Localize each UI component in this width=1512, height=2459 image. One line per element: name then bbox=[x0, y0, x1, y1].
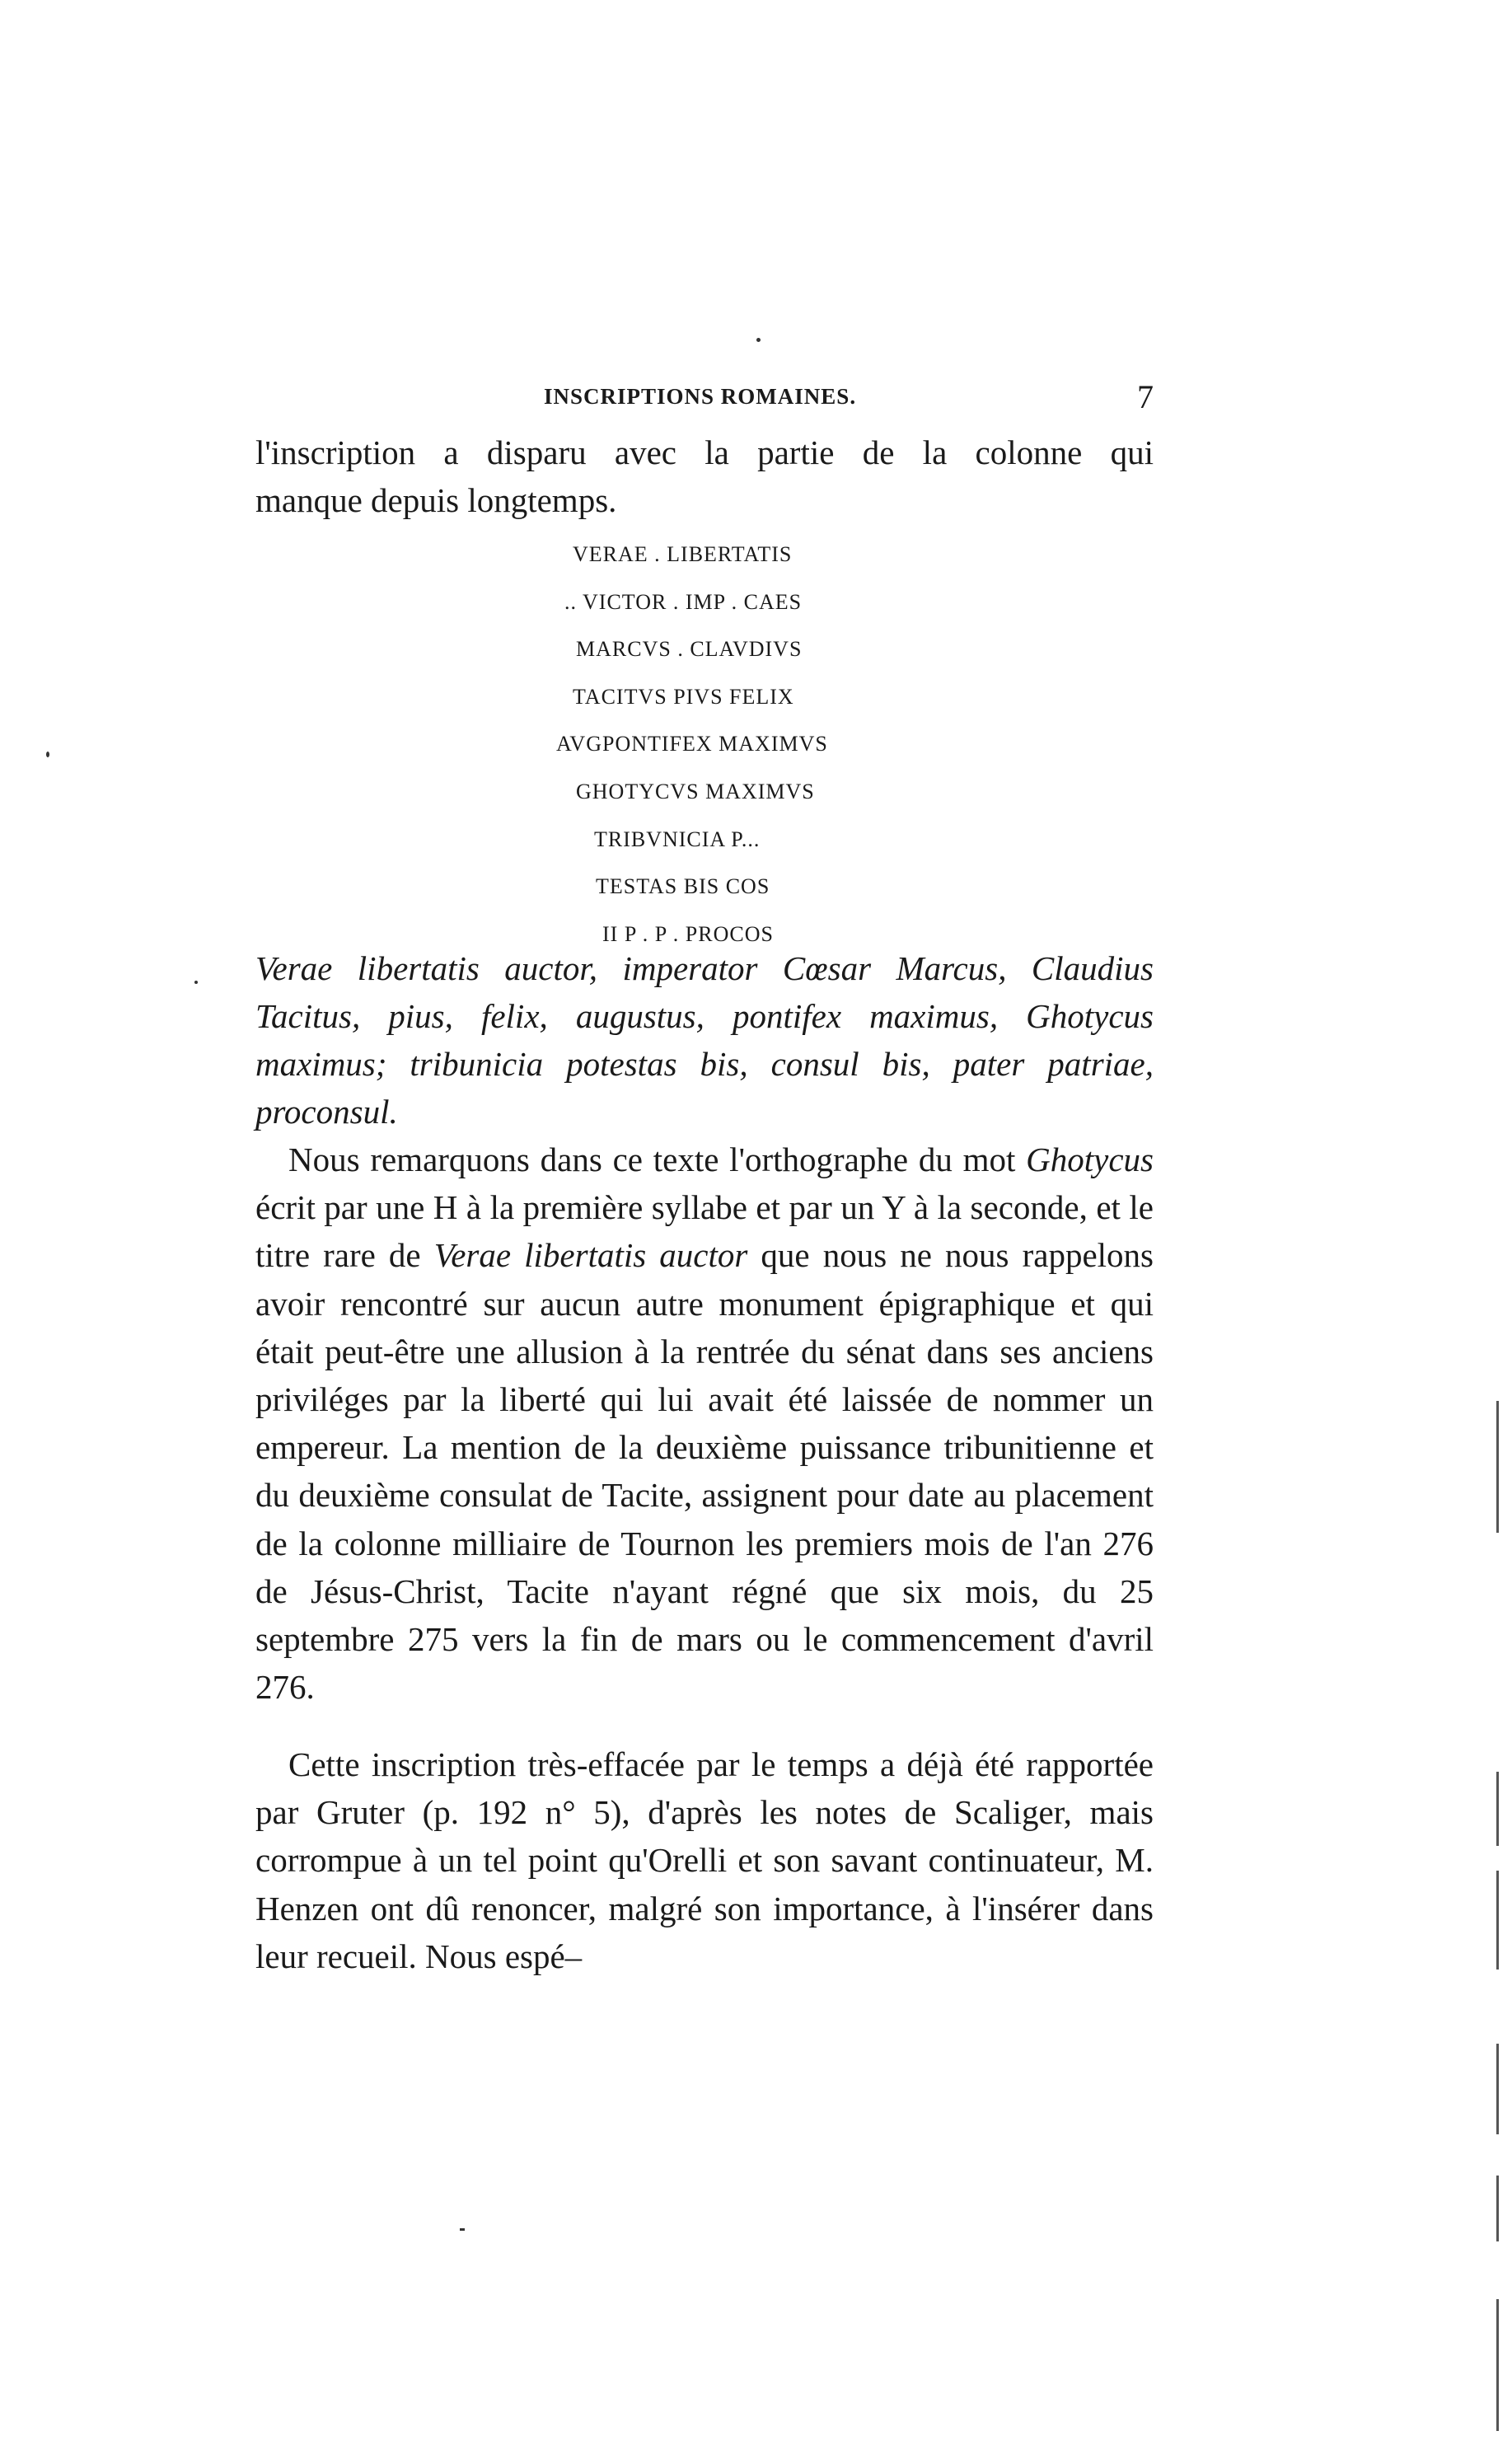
inscription-line: AVGPONTIFEX MAXIMVS bbox=[556, 732, 828, 756]
scan-edge-line bbox=[1496, 2299, 1499, 2431]
scan-edge-line bbox=[1496, 1871, 1499, 1970]
intro-paragraph bbox=[255, 429, 1154, 524]
inscription-line: GHOTYCVS MAXIMVS bbox=[576, 779, 815, 803]
print-speck bbox=[460, 2228, 465, 2231]
print-speck bbox=[194, 981, 198, 984]
scan-edge-line bbox=[1496, 1772, 1499, 1846]
print-speck bbox=[46, 752, 49, 757]
italic-term: Verae libertatis auctor bbox=[433, 1236, 748, 1275]
intro-line-2: manque depuis longtemps. bbox=[255, 481, 617, 519]
scan-edge-line bbox=[1496, 2176, 1499, 2241]
paragraph-text: écrit par une H à la première syllabe et par un Y à la seconde, et le titre rare de bbox=[255, 1188, 1154, 1275]
inscription-line: II P . P . PROCOS bbox=[602, 921, 774, 946]
inscription-line: TACITVS PIVS FELIX bbox=[573, 684, 794, 709]
page-number: 7 bbox=[1137, 378, 1154, 415]
inscription-translation: Verae libertatis auctor, imperator Cœsar Marcus, Claudius Tacitus, pius, felix, augustus, pontifex maximus, Ghotycus maximus; tribunicia potestas bis, consul bis, pater patriae, proconsul. bbox=[255, 949, 1154, 1131]
paragraph-text: que nous ne nous rappelons avoir rencontré sur aucun autre monument épigraphique et qui était peut-être une allusion à la rentrée du sénat dans ses anciens priviléges par la liberté qui lui avait été laissée de nommer un empereur. La mention de la deuxième puissance tribunitienne et du deuxième consulat de Tacite, assignent pour date au placement de la colonne milliaire de Tournon les premiers mois de l'an 276 de Jésus-Christ, Tacite n'ayant régné que six mois, du 25 septembre 275 vers la fin de mars ou le commencement d'avril 276. bbox=[255, 1236, 1154, 1707]
latin-inscription bbox=[556, 531, 828, 958]
print-speck bbox=[756, 338, 761, 342]
intro-line-1: l'inscription a disparu avec la partie de la colonne qui bbox=[255, 433, 1154, 471]
inscription-line: VERAE . LIBERTATIS bbox=[573, 542, 793, 566]
paragraph-text: Nous remarquons dans ce texte l'orthographe du mot bbox=[288, 1141, 1027, 1178]
inscription-line: .. VICTOR . IMP . CAES bbox=[564, 589, 803, 614]
inscription-line: MARCVS . CLAVDIVS bbox=[576, 637, 803, 662]
italic-term: Ghotycus bbox=[1026, 1141, 1154, 1178]
running-title: INSCRIPTIONS ROMAINES. bbox=[544, 384, 857, 409]
scan-edge-line bbox=[1496, 1401, 1499, 1533]
paragraph-commentary bbox=[255, 1136, 1154, 1711]
inscription-line: TRIBVNICIA P... bbox=[594, 827, 761, 851]
page-header bbox=[255, 377, 1154, 419]
scan-edge-line bbox=[1496, 2044, 1499, 2134]
paragraph-gruter: Cette inscription très-effacée par le temps a déjà été rapportée par Gruter (p. 192 n° 5), d'après les notes de Scaliger, mais corrompue à un tel point qu'Orelli et son savant continuateur, M. Henzen ont dû renoncer, malgré son importance, à l'insérer dans leur recueil. Nous espé– bbox=[255, 1745, 1154, 1975]
inscription-line: TESTAS BIS COS bbox=[596, 874, 770, 899]
